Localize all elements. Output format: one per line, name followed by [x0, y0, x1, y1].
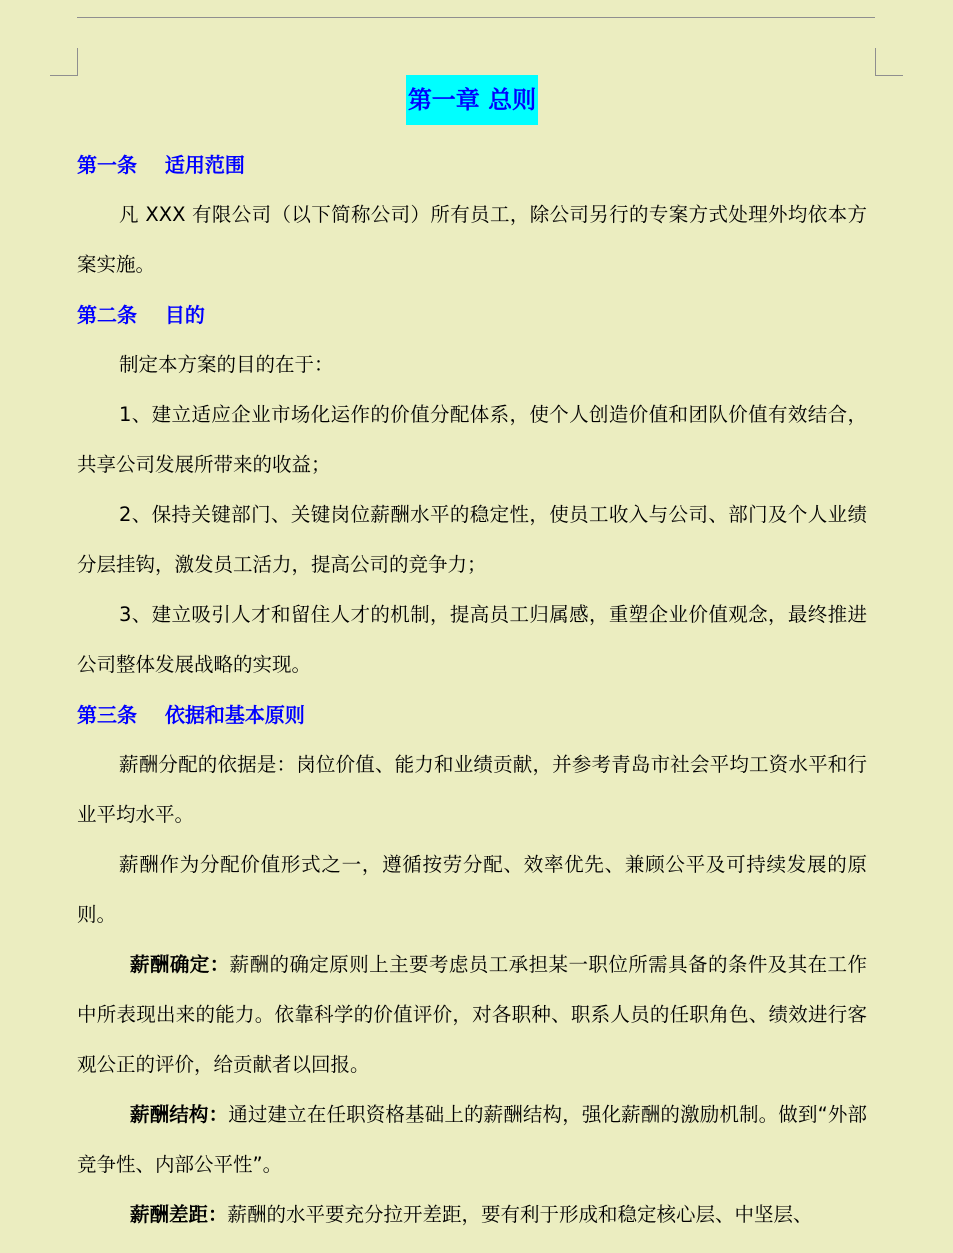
paragraph: 2、保持关键部门、关键岗位薪酬水平的稳定性，使员工收入与公司、部门及个人业绩分层挂钩，激发员工活力，提高公司的竞争力；: [77, 503, 867, 576]
article-heading: 第一条 适用范围: [77, 153, 245, 177]
chapter-title: 第一章 总则: [406, 75, 538, 125]
principle-text: 通过建立在任职资格基础上的薪酬结构，强化薪酬的激励机制。做到“外部竞争性、内部公平性”。: [77, 1103, 867, 1176]
margin-corner-right: [875, 48, 903, 76]
paragraph: 制定本方案的目的在于：: [119, 353, 334, 376]
paragraph: 薪酬分配的依据是：岗位价值、能力和业绩贡献，并参考青岛市社会平均工资水平和行业平均水平。: [77, 753, 867, 826]
article-2: [77, 290, 867, 690]
article-heading: 第三条 依据和基本原则: [77, 703, 305, 727]
chapter-heading: [77, 75, 867, 125]
principle-text: 薪酬的水平要充分拉开差距，要有利于形成和稳定核心层、中坚层、: [227, 1203, 813, 1226]
article-3: [77, 690, 867, 1240]
article-1: [77, 140, 867, 290]
principle-paragraph: [77, 1090, 867, 1190]
principle-lead: 薪酬确定：: [130, 953, 230, 976]
paragraph: 凡 XXX 有限公司（以下简称公司）所有员工，除公司另行的专案方式处理外均依本方案实施。: [77, 203, 867, 276]
paragraph: 3、建立吸引人才和留住人才的机制，提高员工归属感，重塑企业价值观念，最终推进公司整体发展战略的实现。: [77, 603, 867, 676]
article-heading: 第二条 目的: [77, 303, 205, 327]
principle-lead: 薪酬差距：: [130, 1203, 228, 1226]
paragraph: 薪酬作为分配价值形式之一，遵循按劳分配、效率优先、兼顾公平及可持续发展的原则。: [77, 853, 867, 926]
principle-lead: 薪酬结构：: [130, 1103, 229, 1126]
paragraph: 1、建立适应企业市场化运作的价值分配体系，使个人创造价值和团队价值有效结合，共享公司发展所带来的收益；: [77, 403, 867, 476]
principle-text: 薪酬的确定原则上主要考虑员工承担某一职位所需具备的条件及其在工作中所表现出来的能力。依靠科学的价值评价，对各职种、职系人员的任职角色、绩效进行客观公正的评价，给贡献者以回报。: [77, 953, 867, 1076]
principle-paragraph: [77, 940, 867, 1090]
header-rule: [77, 17, 875, 18]
principle-paragraph: [77, 1190, 867, 1240]
margin-corner-left: [50, 48, 78, 76]
document-page: [77, 75, 867, 1240]
